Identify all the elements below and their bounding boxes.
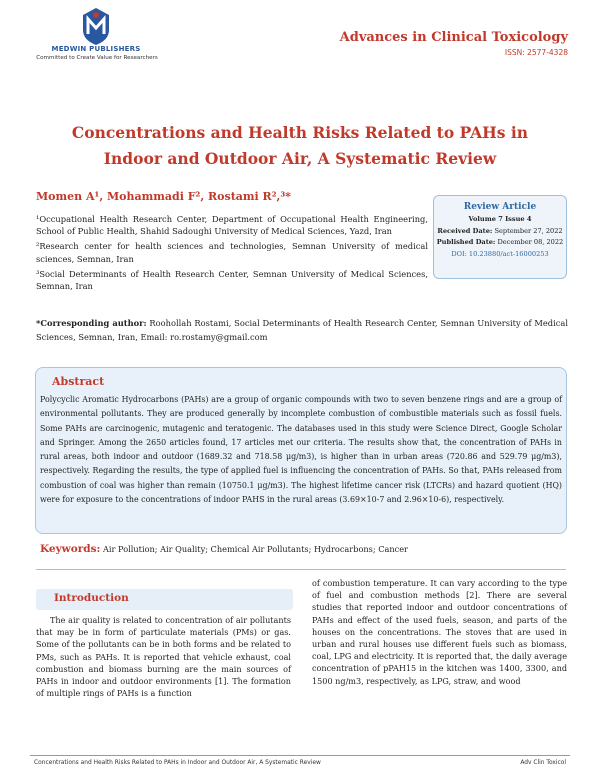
medwin-logo-icon [80,6,112,46]
article-title: Concentrations and Health Risks Related to PAHs in Indoor and Outdoor Air, A Systematic Review [71,123,529,168]
published-date: December 08, 2022 [497,238,564,246]
corresponding-text: Roohollah Rostami, Social Determinants of Health Research Center, Semnan University of Medical Sciences, Semnan, Iran, Email: ro.rostamy@gmail.com [36,318,568,342]
published-date-row [434,237,566,249]
body-column-left [36,614,291,699]
keywords-text: Air Pollution; Air Quality; Chemical Air Pollutants; Hydrocarbons; Cancer [100,544,408,554]
divider [36,569,566,570]
publisher-tagline: Committed to Create Value for Researchers [36,55,158,61]
footer-running-title: Concentrations and Health Risks Related to PAHs in Indoor and Outdoor Air, A Systematic Review [34,760,321,766]
author-list: Momen A¹, Mohammadi F², Rostami R²,³* [36,190,291,203]
keywords [40,543,408,555]
affiliation-1: ¹Occupational Health Research Center, Department of Occupational Health Engineering, School of Public Health, Shahid Sadoughi University of Medical Sciences, Yazd, Iran [36,214,428,237]
received-date-row [434,226,566,238]
footer-journal-abbrev: Adv Clin Toxicol [520,760,566,766]
corresponding-author [36,316,568,344]
corresponding-label: *Corresponding author: [36,318,147,328]
doi-link[interactable]: DOI: 10.23880/act-16000253 [451,249,549,258]
article-info-box [433,195,567,279]
journal-issn: ISSN: 2577-4328 [504,48,568,57]
abstract-text: Polycyclic Aromatic Hydrocarbons (PAHs) are a group of organic compounds with two to seven benzene rings and are a group of environmental pollutants. They are produced generally by incomplete combustion of combustible materials such as fossil fuels. Some PAHs are carcinogenic, mutagenic and teratogenic. The databases used in this study were Science Direct, Google Scholar and Springer. Among the 2650 articles found, 17 articles met our criteria. The results show that, the concentration of PAHs in rural areas, both indoor and outdoor (1689.32 and 718.58 μg/m3), is higher than in urban areas (720.86 and 529.79 μg/m3), respectively. Regarding the results, the type of applied fuel is influencing the concentration of PAHs. So that, PAHs released from combustion of coal was higher than remain (10750.1 μg/m3). The highest lifetime cancer risk (LTCRs) and hazard quotient (HQ) were for exposure to the concentrations of indoor PAHS in the rural areas (3.69×10-7 and 2.96×10-6), respectively. [40,395,562,505]
received-date: September 27, 2022 [494,226,563,235]
article-type: Review Article [463,202,537,212]
abstract-heading: Abstract [52,375,105,388]
publisher-name: MEDWIN PUBLISHERS [51,45,141,53]
affiliation-3: ³Social Determinants of Health Research Center, Semnan University of Medical Sciences, Semnan, Iran [36,268,428,292]
published-label: Published Date: [436,238,496,246]
body-column-right: of combustion temperature. It can vary according to the type of fuel and combustion methods [2]. There are several studies that reported indoor and outdoor concentrations of PAHs and effect of the used fuels, season, and parts of the houses on the concentrations. The stoves that are used in urban and rural houses use different fuels such as biomass, coal, LPG and electricity. It is reported that, the daily average concentration of pPAH15 in the kitchen was 1400, 3300, and 1500 ng/m3, respectively, as LPG, straw, and wood [312,578,567,686]
keywords-label: Keywords: [40,543,101,555]
affiliations [36,213,428,295]
journal-title: Advances in Clinical Toxicology [339,30,568,45]
introduction-heading: Introduction [54,592,129,604]
volume-issue: Volume 7 Issue 4 [468,215,532,223]
received-label: Received Date: [437,226,493,235]
footer-divider [30,755,570,756]
affiliation-2: ²Research center for health sciences and technologies, Semnan University of medical sciences, Semnan, Iran [36,241,428,264]
intro-paragraph-1: The air quality is related to concentration of air pollutants that may be in form of particulate materials (PMs) or gas. Some of the pollutants can be in both forms and be related to PMs, such as PAHs. It is reported that vehicle exhaust, coal combustion and biomass burning are the main sources of PAHs in indoor and outdoor environments [1]. The formation of multiple rings of PAHs is a function [36,615,291,699]
